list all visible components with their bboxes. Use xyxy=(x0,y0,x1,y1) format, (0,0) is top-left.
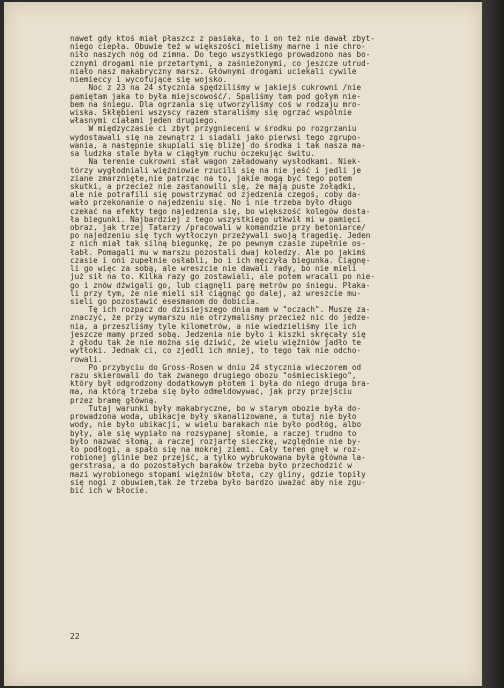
text-line: Noc z 23 na 24 stycznia spędziliśmy w jakiejś cukrowni /nie xyxy=(70,84,362,93)
text-line: skutki, a przecież nie zastanowili się, że mają puste żołądki, xyxy=(70,182,357,191)
text-line: po najedzeniu się tych wytłoczyn przeżywali swoją tragedię. Jeden xyxy=(70,232,371,241)
text-line: ła biegunki. Najbardziej z tego wszystkiego utkwił mi w pamięci xyxy=(70,215,362,224)
text-line: niało nasz makabryczny marsz. Głównymi drogami uciekali cywile xyxy=(70,67,357,76)
text-line: cznymi drogami nie przetartymi, a zaśnieżonymi, co jeszcze utrud- xyxy=(70,59,371,68)
text-line: wody, nie było ubikacji, w wielu barakach nie było podłóg, albo xyxy=(70,421,362,430)
text-line: wania, a następnie skupiali się bliżej do środka i tak nasza ma- xyxy=(70,141,366,150)
text-line: jeszcze mamy przed sobą. Jedzenia nie było i kiszki skręcały się xyxy=(70,330,366,339)
text-line: się nogi z obuwiem,tak że trzeba było bardzo uważać aby nie zgu- xyxy=(70,478,366,487)
text-line: wydostawali się na zewnątrz i siadali jako pierwsi tego zgrupo- xyxy=(70,133,362,142)
text-line: li go więc za sobą, ale wreszcie nie dawali rady, bo nie mieli xyxy=(70,265,357,274)
text-line: nawet gdy ktoś miał płaszcz z pasiaka, to i on też nie dawał zbyt- xyxy=(70,35,376,43)
text-line: rowali. xyxy=(70,355,103,364)
text-line: czekać na efekty tego najedzenia się, bo większość kolegów dosta- xyxy=(70,207,371,216)
text-line: własnymi ciałami jeden drugiego. xyxy=(70,117,218,126)
page-number: 22 xyxy=(70,632,80,641)
text-line: li przy tym, że nie mieli sił ciągnąć go dalej, aż wreszcie mu- xyxy=(70,289,362,298)
text-line: z nich miał tak silną biegunkę, że po pewnym czasie zupełnie os- xyxy=(70,240,366,249)
book-page xyxy=(4,2,482,686)
text-line: robionej glinie bez przejść, a tylko wybrukowana była główna la- xyxy=(70,454,366,463)
text-line: bem na śniegu. Dla ogrzania się utworzyliśmy coś w rodzaju mro- xyxy=(70,100,362,109)
text-line: gerstrasa, a do pozostałych baraków trzeba było przechodzić w xyxy=(70,462,352,471)
text-line: razu skierowali do tak zwanego drugiego obozu "ośmieciskiego", xyxy=(70,371,357,380)
text-line: W międzyczasie ci zbyt przygnieceni w środku po rozgrzaniu xyxy=(70,125,357,134)
text-line: wało przekonanie o najedzeniu się. No i nie trzeba było długo xyxy=(70,199,352,208)
text-line: Tę ich rozpacz do dzisiejszego dnia mam w "oczach". Muszę za- xyxy=(70,306,371,315)
text-line: z głodu tak że nie można się dziwić, że wielu więźniów jadło te xyxy=(70,339,362,348)
text-line: przez bramę główną. xyxy=(70,396,158,405)
text-line: który był odgrodzony dodatkowym płotem i była do niego druga bra- xyxy=(70,380,371,389)
text-line: ziane zmarznięte,nie patrząc na to, jakie mogą być tego potem xyxy=(70,174,352,183)
text-line: sieli go pozostawić esesmanom do dobicia. xyxy=(70,298,260,306)
text-line: bić ich w błocie. xyxy=(70,487,149,496)
text-line: niego ciepła. Obuwie też w większości mieliśmy marne i nie chro- xyxy=(70,43,366,52)
text-line: Tutaj warunki były makabryczne, bo w starym obozie była do- xyxy=(70,404,362,413)
text-line: mazi wyrobionego stopami więźniów błota, czy gliny, gdzie topiły xyxy=(70,470,366,479)
text-line: było nazwać słomą, a raczej rozjartę sieczkę, względnie nie by- xyxy=(70,437,362,446)
text-line: Na terenie cukrowni stał wagon załadowany wysłodkami. Niek- xyxy=(70,158,362,167)
text-line: prowadzona woda, ubikacje były skanalizowane, a tutaj nie było xyxy=(70,413,357,422)
text-line: wiska. Skłębieni wszyscy razem staraliśmy się ogrzać wspólnie xyxy=(70,108,352,117)
text-line: niło naszych nóg od zimna. Do tego wszystkiego prowadzono nas bo- xyxy=(70,51,371,60)
text-line: sa ludzka stale była w ciągłym ruchu oczekując świtu. xyxy=(70,150,315,159)
text-line: znaczyć, że przy wymarszu nie otrzymaliśmy przecież nic do jedze- xyxy=(70,314,371,323)
text-line: ło podłogi, a spało się na mokrej ziemi. Cały teren gnęł w roz- xyxy=(70,445,362,454)
text-line: ma, na którą trzeba się było odmeldowywać, jak przy przejściu xyxy=(70,388,352,397)
page-edge-shadow xyxy=(482,0,504,688)
text-line: wytłoki. Jednak ci, co zjedli ich mniej, to tego tak nie odcho- xyxy=(70,347,362,356)
text-line: ale nie potrafili się powstrzymać od zjedzenia czegoś, coby da- xyxy=(70,191,362,200)
body-text xyxy=(70,35,456,495)
text-line: już sił na to. Kilka razy go zostawiali, ale potem wracali po nie- xyxy=(70,273,376,282)
text-line: były, ale się wypiało na rozsypanej słomie, a raczej trudno to xyxy=(70,429,357,438)
text-line: obraz, jak trzej Tatarzy /pracowali w komandzie przy betoniarce/ xyxy=(70,224,366,233)
text-line: niemieccy i wycofujące się wojsko. xyxy=(70,76,228,85)
text-line: łabł. Pomagali mu w marszu pozostali dwaj koledzy. Ale po jakimś xyxy=(70,248,366,257)
text-line: Po przybyciu do Gross-Rosen w dniu 24 stycznia wieczorem od xyxy=(70,363,362,372)
text-line: czasie i oni zupełnie osłabli, bo i ich męczyła biegunka. Ciągnę- xyxy=(70,256,371,265)
text-line: pamiętam jaka to była miejscowość/. Spaliśmy tam pod gołym nie- xyxy=(70,92,362,101)
text-line: tórzy wygłodniali więźniowie rzucili się na nie jeść i jedli je xyxy=(70,166,362,175)
text-line: nia, a przeszliśmy tyle kilometrów, a nie wiedzieliśmy ile ich xyxy=(70,322,357,331)
text-line: go i znów dźwigali go, lub ciągnęli parę metrów po śniegu. Płaka- xyxy=(70,281,371,290)
